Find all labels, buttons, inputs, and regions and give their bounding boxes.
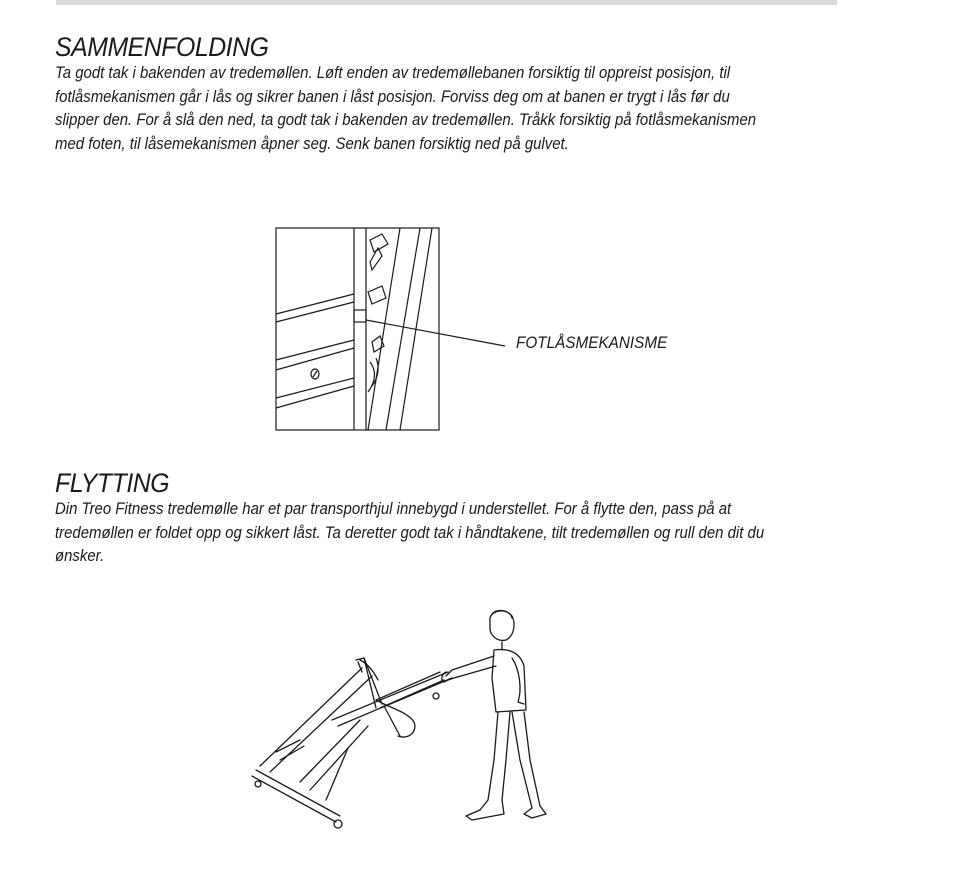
text-line: fotlåsmekanismen går i lås og sikrer banen i låst posisjon. Forviss deg om at banen er trygt i lås før du — [55, 87, 730, 106]
section-text-folding — [55, 62, 806, 157]
text-line: med foten, til låsemekanismen åpner seg. Senk banen forsiktig ned på gulvet. — [55, 135, 569, 154]
text-line: slipper den. For å slå den ned, ta godt tak i bakenden av tredemøllen. Tråkk forsiktig på fotlåsmekanismen — [55, 111, 757, 130]
section-heading-moving: FLYTTING — [55, 468, 170, 498]
text-line: Ta godt tak i bakenden av tredemøllen. Løft enden av tredemøllebanen forsiktig til oppreist posisjon, til — [55, 64, 731, 82]
section-heading-folding: SAMMENFOLDING — [55, 32, 269, 62]
text-line: tredemøllen er foldet opp og sikkert låst. Ta deretter godt tak i håndtakene, tilt tredemøllen og rull den dit du — [55, 523, 765, 542]
moving-treadmill-illustration — [240, 600, 570, 840]
foot-lock-illustration — [270, 222, 690, 437]
section-text-moving — [55, 498, 806, 569]
text-line: ønsker. — [55, 547, 105, 566]
text-line: Din Treo Fitness tredemølle har et par transporthjul innebygd i understellet. For å flytte den, pass på at — [55, 500, 732, 518]
foot-lock-label: FOTLÅSMEKANISME — [516, 333, 668, 352]
top-rule — [56, 0, 837, 5]
